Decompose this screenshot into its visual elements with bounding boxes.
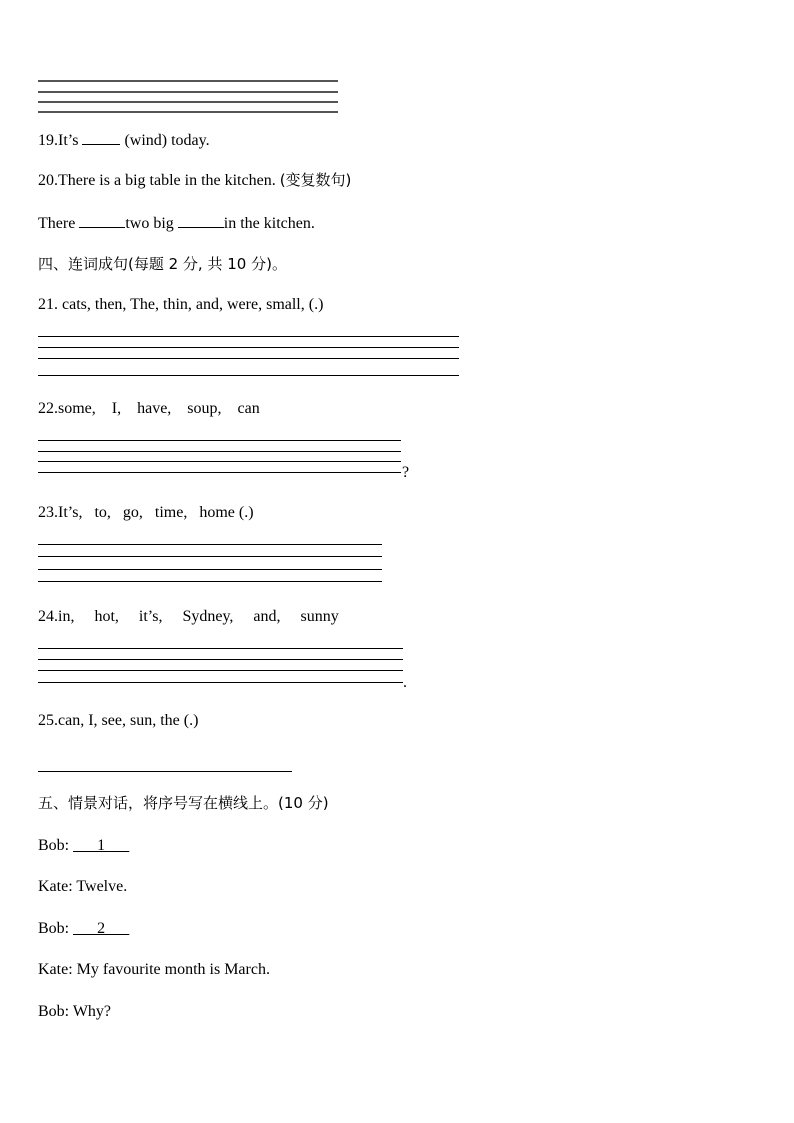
question-text: It’s — [58, 132, 83, 149]
answer-line — [38, 101, 338, 103]
section-title: 五、情景对话，将序号写在横线上。(10 分) — [38, 794, 329, 812]
question-number: 23. — [38, 504, 58, 521]
answer-line[interactable] — [38, 648, 403, 649]
answer-line[interactable] — [38, 682, 403, 683]
question-21 — [38, 295, 323, 315]
dialog-line: Kate: Twelve. — [38, 878, 128, 895]
answer-line[interactable] — [38, 556, 382, 557]
answer-line — [38, 80, 338, 82]
answer-line[interactable] — [38, 472, 401, 473]
answer-line — [38, 91, 338, 93]
answer-line[interactable] — [38, 375, 459, 376]
answer-text: There — [38, 215, 80, 232]
question-number: 25. — [38, 712, 58, 729]
answer-line[interactable] — [38, 659, 403, 660]
question-number: 24. — [38, 608, 58, 625]
sentence-end-mark: . — [403, 674, 407, 691]
answer-line[interactable] — [38, 440, 401, 441]
question-23 — [38, 503, 254, 523]
answer-line[interactable] — [38, 336, 459, 337]
answer-blank[interactable] — [79, 212, 125, 228]
dialog-line: Kate: My favourite month is March. — [38, 961, 270, 978]
question-number: 20. — [38, 172, 58, 189]
question-24 — [38, 607, 339, 627]
question-words: in, hot, it’s, Sydney, and, sunny — [58, 608, 339, 625]
question-instruction: (变复数句) — [279, 171, 352, 189]
dialog-line: Bob: Why? — [38, 1003, 112, 1020]
answer-line[interactable] — [38, 771, 292, 772]
answer-line[interactable] — [38, 347, 459, 348]
answer-line[interactable] — [38, 461, 401, 462]
sentence-end-mark: ? — [402, 464, 410, 481]
answer-line[interactable] — [38, 358, 459, 359]
question-words: cats, then, The, thin, and, were, small, (.) — [62, 296, 324, 313]
question-words: some, I, have, soup, can — [58, 400, 260, 417]
answer-text: in the kitchen. — [223, 215, 315, 232]
speaker: Bob: — [38, 920, 74, 937]
question-text: (wind) today. — [120, 132, 210, 149]
question-19 — [38, 129, 210, 151]
question-words: can, I, see, sun, the (.) — [58, 712, 199, 729]
question-22 — [38, 399, 260, 419]
speaker: Bob: — [38, 837, 74, 854]
answer-line[interactable] — [38, 451, 401, 452]
question-20 — [38, 170, 351, 191]
answer-line[interactable] — [38, 544, 382, 545]
dialog-line — [38, 836, 129, 856]
question-25 — [38, 711, 198, 731]
question-20-answer — [38, 212, 315, 234]
dialog-line — [38, 919, 129, 939]
question-number: 19. — [38, 132, 58, 149]
answer-blank[interactable]: ___1___ — [73, 837, 130, 854]
answer-line — [38, 111, 338, 113]
question-number: 22. — [38, 400, 58, 417]
answer-text: two big — [125, 215, 178, 232]
question-text: There is a big table in the kitchen. — [58, 172, 276, 189]
answer-line[interactable] — [38, 569, 382, 570]
section-title: 四、连词成句(每题 2 分, 共 10 分)。 — [38, 255, 287, 273]
answer-line[interactable] — [38, 581, 382, 582]
answer-line[interactable] — [38, 670, 403, 671]
answer-blank[interactable]: ___2___ — [73, 920, 130, 937]
answer-blank[interactable] — [178, 212, 224, 228]
question-words: It’s, to, go, time, home (.) — [58, 504, 254, 521]
question-number: 21. — [38, 296, 62, 313]
answer-blank[interactable] — [82, 129, 120, 145]
